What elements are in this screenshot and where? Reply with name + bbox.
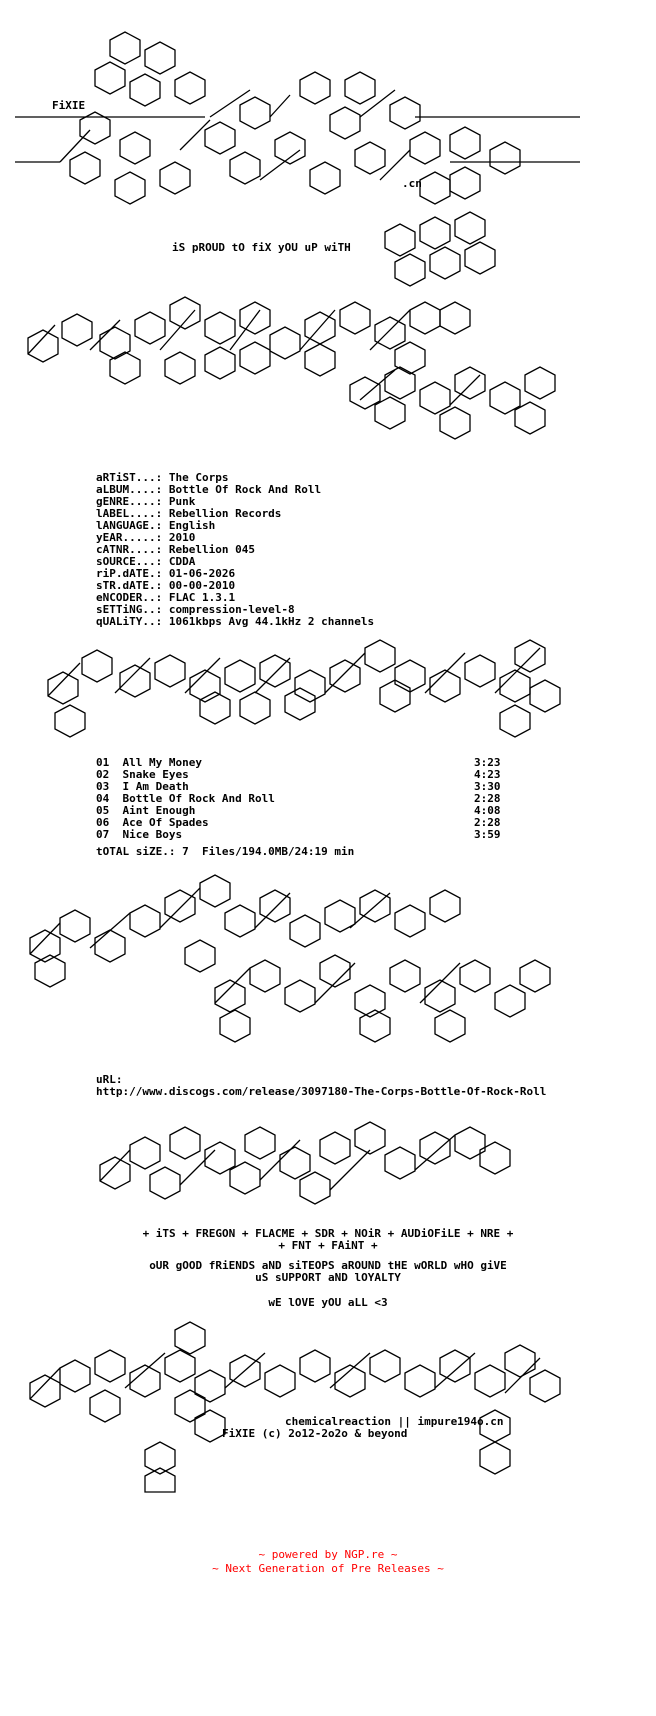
domain-tag: .cn [402,177,422,190]
info-album: aLBUM....: Bottle Of Rock And Roll [96,483,322,496]
track-number: 06 [96,816,110,829]
fixie-tag: FiXIE [52,99,86,112]
powered-tagline: ~ Next Generation of Pre Releases ~ [212,1562,444,1575]
track-title: Aint Enough [122,804,196,817]
track-rows [96,757,536,841]
footer-copyright: FiXIE (c) 2o12-2o2o & beyond [222,1427,408,1440]
track-title: Snake Eyes [122,768,189,781]
track-title: Nice Boys [122,828,183,841]
info-catnr: cATNR....: Rebellion 045 [96,543,255,556]
track-time: 2:28 [474,816,501,829]
info-encoder: eNCODER..: FLAC 1.3.1 [96,591,236,604]
total-size: tOTAL siZE.: 7 Files/194.0MB/24:19 min [96,845,355,858]
info-language: lANGUAGE.: English [96,519,216,532]
tracklist-ascii-art [0,628,656,753]
track-number: 04 [96,792,110,805]
info-quality: qUALiTY..: 1061kbps Avg 44.1kHz 2 channels [96,615,375,628]
track-time: 2:28 [474,792,501,805]
track-number: 02 [96,768,110,781]
track-time: 4:23 [474,768,501,781]
track-number: 05 [96,804,110,817]
footer-ascii-art [0,1318,656,1493]
track-row [96,829,536,841]
track-title: I Am Death [122,780,189,793]
track-title: Ace Of Spades [122,816,209,829]
track-title: All My Money [122,756,202,769]
info-rip-date: riP.dATE.: 01-06-2026 [96,567,236,580]
track-time: 3:59 [474,828,501,841]
header-ascii-art [0,20,656,220]
greetings-ascii-art [0,1110,656,1215]
track-time: 3:23 [474,756,501,769]
tagline-ascii-art [0,210,656,290]
info-label: lABEL....: Rebellion Records [96,507,282,520]
track-number: 07 [96,828,110,841]
greetings-groups-line2: + FNT + FAiNT + [278,1239,378,1252]
release-url[interactable]: http://www.discogs.com/release/3097180-The-Corps-Bottle-Of-Rock-Roll [96,1085,547,1098]
release-notes-ascii-art [0,868,656,1058]
url-label: uRL: [96,1073,123,1086]
info-source: sOURCE...: CDDA [96,555,196,568]
artist-ascii-art [0,280,656,450]
encoder-info-block [96,580,374,628]
greetings-groups-line1: + iTS + FREGON + FLACME + SDR + NOiR + AUDiOFiLE + NRE + [142,1227,514,1240]
track-number: 01 [96,756,110,769]
track-time: 4:08 [474,804,501,817]
greetings-friends-line1: oUR gOOD fRiENDS aND siTEOPS aROUND tHE wORLD wHO giVE [149,1259,507,1272]
info-str-date: sTR.dATE.: 00-00-2010 [96,579,236,592]
greetings-love: wE lOVE yOU aLL <3 [268,1296,388,1309]
info-year: yEAR.....: 2010 [96,531,196,544]
track-time: 3:30 [474,780,501,793]
release-info-block [96,460,321,592]
greetings-friends-line2: uS sUPPORT aND lOYALTY [255,1271,401,1284]
track-title: Bottle Of Rock And Roll [122,792,275,805]
track-number: 03 [96,780,110,793]
intro-tagline: iS pROUD tO fiX yOU uP wiTH [172,241,351,254]
footer-site: chemicalreaction || impure194o.cn [285,1415,504,1428]
info-setting: sETTiNG..: compression-level-8 [96,603,295,616]
info-artist: aRTiST...: The Corps [96,471,229,484]
info-genre: gENRE....: Punk [96,495,196,508]
powered-by[interactable]: ~ powered by NGP.re ~ [258,1548,398,1561]
